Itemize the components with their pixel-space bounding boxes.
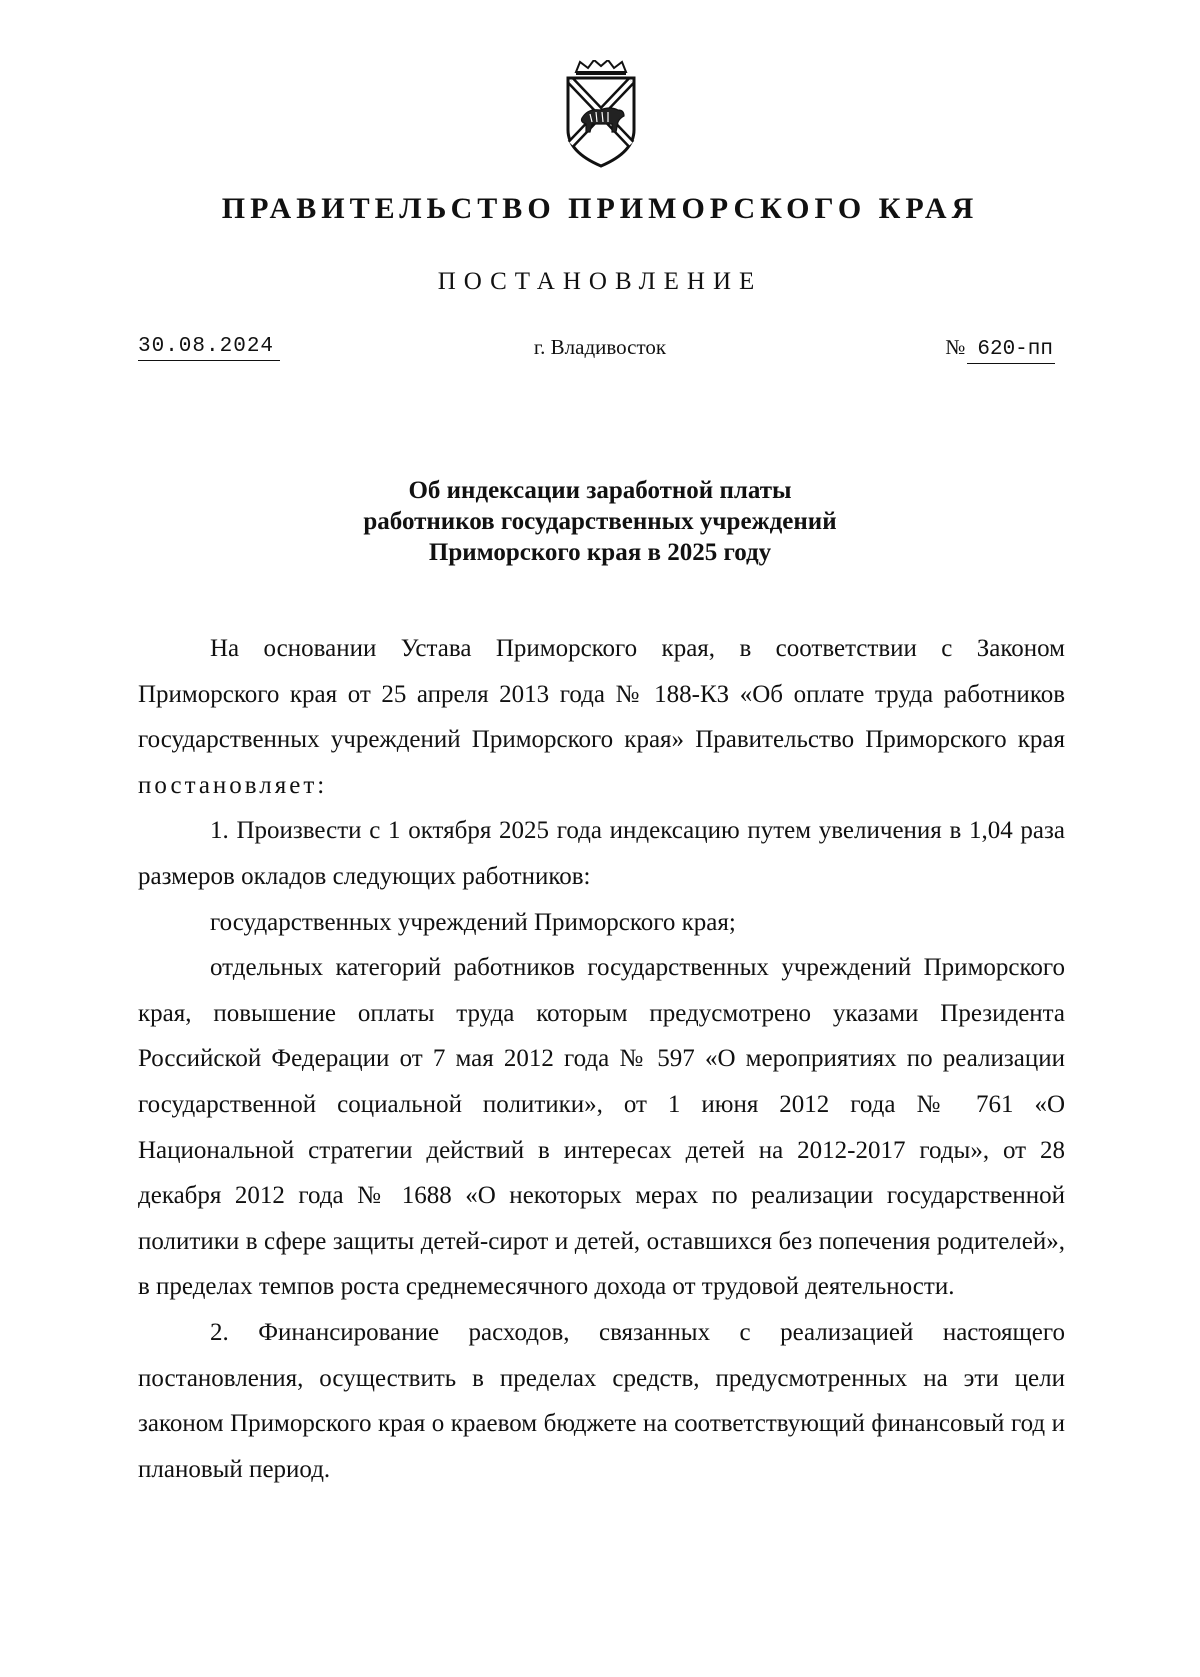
preamble-paragraph [138,626,1065,808]
number-sign: № [945,335,966,359]
document-city: г. Владивосток [533,335,667,359]
document-number-block [945,334,1055,364]
item-1b-paragraph: отдельных категорий работников государственных учреждений Приморского края, повышение оплаты труда которым предусмотрено указами Президента Российской Федерации от 7 мая 2012 года № 597 «О мероприятиях по реализации государственной социальной политики», от 1 июня 2012 года № 761 «О Национальной стратегии действий в интересах детей на 2012-2017 годы», от 28 декабря 2012 года № 1688 «О некоторых мерах по реализации государственной политики в сфере защиты детей-сирот и детей, оставшихся без попечения родителей», в пределах темпов роста среднемесячного дохода от трудовой деятельности. [138,954,1065,1301]
primorsky-krai-coat-of-arms-icon [562,60,640,170]
item-2-paragraph: 2. Финансирование расходов, связанных с реализацией настоящего постановления, осуществить в пределах средств, предусмотренных на эти цели законом Приморского края о краевом бюджете на соответствующий финансовый год и плановый период. [138,1318,1065,1483]
document-title [0,475,1200,568]
document-number: 620-пп [967,337,1055,364]
title-line-1: Об индексации заработной платы [408,477,792,504]
government-name: ПРАВИТЕЛЬСТВО ПРИМОРСКОГО КРАЯ [221,192,979,225]
title-line-3: Приморского края в 2025 году [428,539,772,566]
title-line-2: работников государственных учреждений [363,508,837,535]
document-date: 30.08.2024 [138,334,280,361]
item-1-paragraph: 1. Произвести с 1 октября 2025 года индексацию путем увеличения в 1,04 раза размеров окладов следующих работников: [138,817,1065,890]
item-1a-paragraph: государственных учреждений Приморского края; [210,908,736,936]
document-type: ПОСТАНОВЛЕНИЕ [437,268,763,295]
resolves-word: постановляет: [138,771,328,799]
document-body [138,626,1065,1492]
preamble-text: На основании Устава Приморского края, в соответствии с Законом Приморского края от 25 апреля 2013 года № 188-КЗ «Об оплате труда работников государственных учреждений Приморского края» Правительство Приморского края [138,635,1065,754]
